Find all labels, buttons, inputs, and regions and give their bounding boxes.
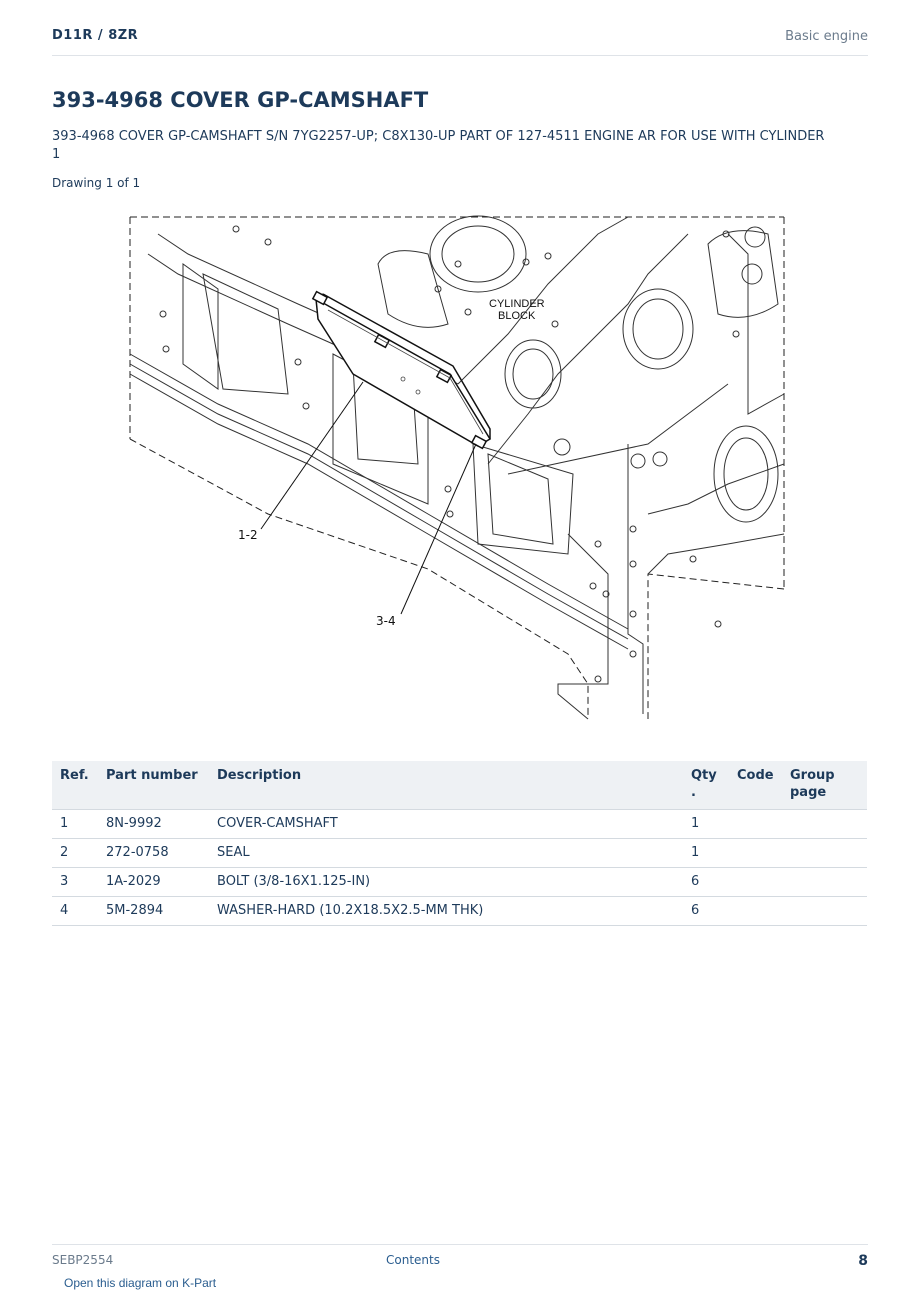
cell-group-page — [782, 839, 867, 868]
cell-qty: 1 — [683, 810, 729, 839]
cell-part-number: 1A-2029 — [98, 868, 209, 897]
cell-part-number: 8N-9992 — [98, 810, 209, 839]
callout-3-4: 3-4 — [376, 614, 396, 628]
header-qty: Qty . — [683, 761, 729, 810]
cylinder-block-label-line1: CYLINDER — [489, 298, 545, 310]
cell-description: SEAL — [209, 839, 683, 868]
header-part-number: Part number — [98, 761, 209, 810]
model-label: D11R / 8ZR — [52, 28, 139, 43]
table-row — [52, 897, 867, 926]
cell-qty: 1 — [683, 839, 729, 868]
header-description: Description — [209, 761, 683, 810]
cell-qty: 6 — [683, 897, 729, 926]
cell-description: COVER-CAMSHAFT — [209, 810, 683, 839]
callout-1-2: 1-2 — [238, 528, 258, 542]
cylinder-block-label-line2: BLOCK — [498, 310, 536, 322]
kpart-diagram-link[interactable]: Open this diagram on K-Part — [64, 1276, 217, 1290]
document-id: SEBP2554 — [52, 1253, 114, 1267]
drawing-label: Drawing 1 of 1 — [52, 176, 141, 190]
page-header — [52, 28, 868, 56]
page-number: 8 — [858, 1253, 868, 1269]
group-description: 393-4968 COVER GP-CAMSHAFT S/N 7YG2257-UP; C8X130-UP PART OF 127-4511 ENGINE AR FOR USE WITH CYLINDER 1 — [52, 129, 825, 162]
table-row — [52, 868, 867, 897]
cell-group-page — [782, 868, 867, 897]
page-footer — [52, 1244, 868, 1275]
cell-part-number: 272-0758 — [98, 839, 209, 868]
cell-ref: 3 — [52, 868, 98, 897]
cell-group-page — [782, 897, 867, 926]
cell-description: WASHER-HARD (10.2X18.5X2.5-MM THK) — [209, 897, 683, 926]
camshaft-cover-illustration — [128, 214, 788, 724]
table-row — [52, 810, 867, 839]
section-label: Basic engine — [785, 29, 868, 44]
cell-description: BOLT (3/8-16X1.125-IN) — [209, 868, 683, 897]
table-header-row — [52, 761, 867, 810]
cell-code — [729, 839, 782, 868]
header-code: Code — [729, 761, 782, 810]
cell-group-page — [782, 810, 867, 839]
cell-qty: 6 — [683, 868, 729, 897]
cell-code — [729, 897, 782, 926]
cell-code — [729, 868, 782, 897]
cell-ref: 2 — [52, 839, 98, 868]
cell-code — [729, 810, 782, 839]
cell-part-number: 5M-2894 — [98, 897, 209, 926]
page-title: 393-4968 COVER GP-CAMSHAFT — [52, 88, 429, 112]
exploded-view-drawing — [128, 214, 788, 724]
contents-link[interactable]: Contents — [386, 1253, 440, 1267]
cell-ref: 1 — [52, 810, 98, 839]
header-group-page: Group page — [782, 761, 867, 810]
header-ref: Ref. — [52, 761, 98, 810]
cell-ref: 4 — [52, 897, 98, 926]
parts-table — [52, 761, 867, 926]
table-row — [52, 839, 867, 868]
